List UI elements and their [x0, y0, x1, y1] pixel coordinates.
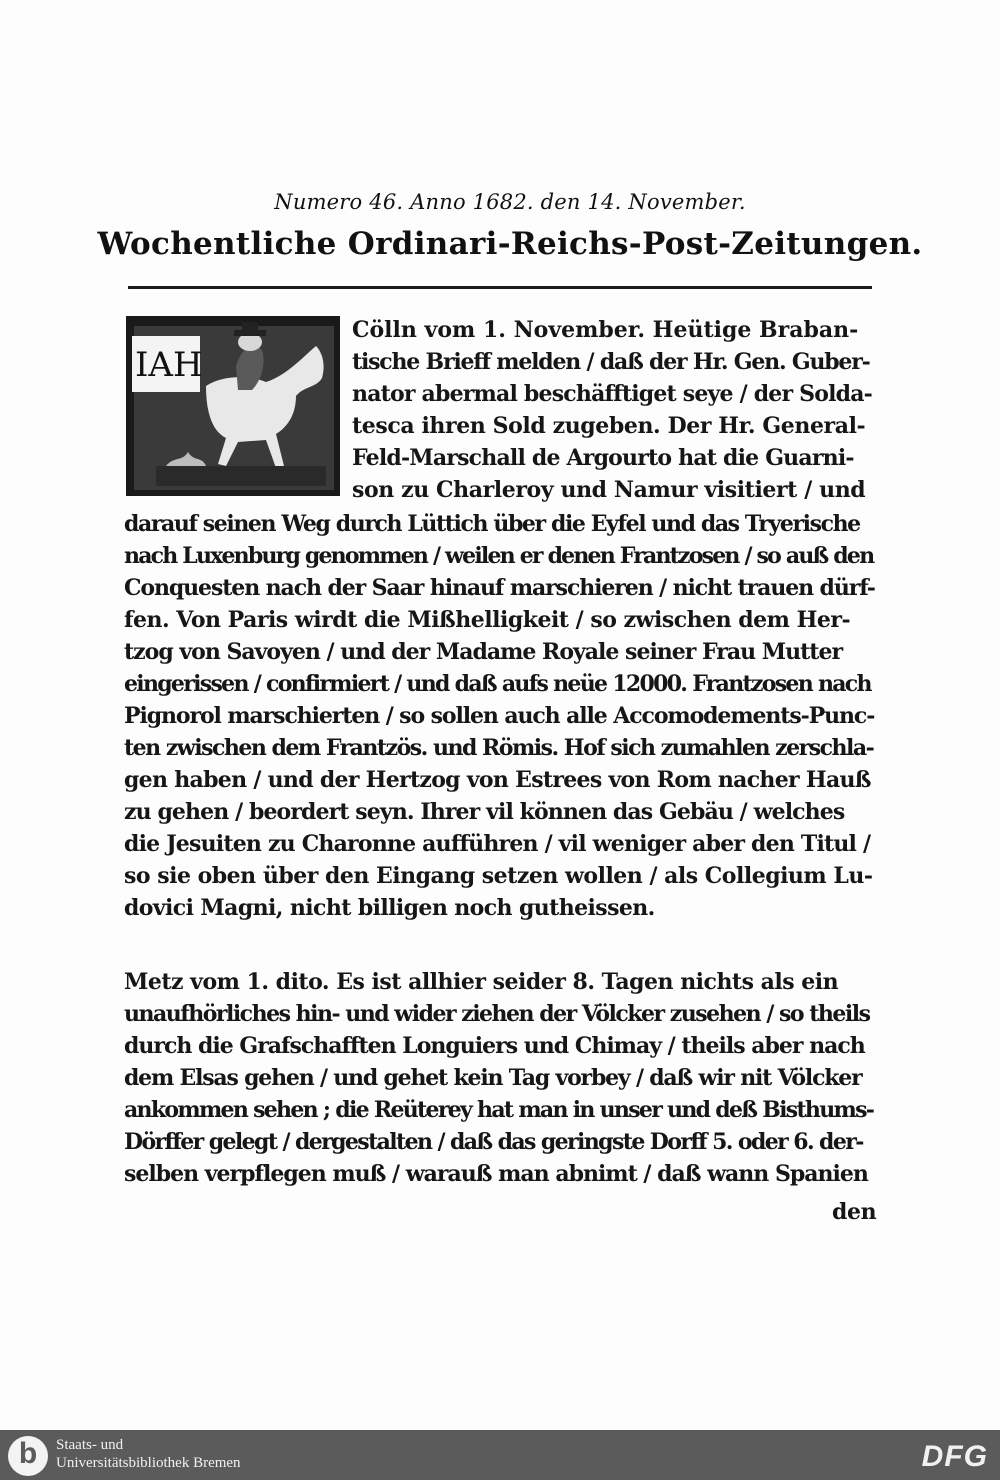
text-line: fen. Von Paris wirdt die Mißhelligkeit / so zwischen dem Her-	[124, 607, 851, 633]
text-line: Metz vom 1. dito. Es ist allhier seider 8. Tagen nichts als ein	[124, 969, 839, 995]
library-name[interactable]	[56, 1436, 241, 1472]
text-line: darauf seinen Weg durch Lüttich über die Eyfel und das Tryerische	[124, 511, 860, 537]
dfg-logo[interactable]: DFG	[921, 1440, 988, 1473]
text-line: so sie oben über den Eingang setzen wollen / als Collegium Lu-	[124, 863, 873, 889]
viewer-footer	[0, 1430, 1000, 1480]
text-line: zu gehen / beordert seyn. Ihrer vil können das Gebäu / welches	[124, 799, 845, 825]
text-line: Dörffer gelegt / dergestalten / daß das geringste Dorff 5. oder 6. der-	[124, 1129, 863, 1155]
woodcut-initials: IAH	[135, 345, 203, 385]
text-line: tzog von Savoyen / und der Madame Royale seiner Frau Mutter	[124, 639, 843, 665]
catchword: den	[832, 1199, 877, 1225]
text-line: ankommen sehen ; die Reüterey hat man in unser und deß Bisthums-	[124, 1097, 874, 1123]
text-line: dovici Magni, nicht billigen noch gutheissen.	[124, 895, 655, 921]
newspaper-title: Wochentliche Ordinari-Reichs-Post-Zeitungen.	[97, 226, 923, 262]
text-line: die Jesuiten zu Charonne aufführen / vil weniger aber den Titul /	[124, 831, 871, 857]
text-line: gen haben / und der Hertzog von Estrees von Rom nacher Hauß	[124, 767, 871, 793]
library-logo[interactable]	[8, 1436, 48, 1476]
text-line: dem Elsas gehen / und gehet kein Tag vorbey / daß wir nit Völcker	[124, 1065, 862, 1091]
text-line: nach Luxenburg genommen / weilen er denen Frantzosen / so auß den	[124, 543, 874, 569]
text-line: ten zwischen dem Frantzös. und Römis. Hof sich zumahlen zerschla-	[124, 735, 874, 761]
text-line: son zu Charleroy und Namur visitiert / und	[352, 477, 866, 503]
woodcut-horseman-illustration	[126, 316, 340, 496]
text-line: tesca ihren Sold zugeben. Der Hr. General-	[352, 413, 866, 439]
text-line: durch die Grafschafften Longuiers und Chimay / theils aber nach	[124, 1033, 865, 1059]
library-name-line1: Staats- und	[56, 1437, 124, 1453]
text-line: Cölln vom 1. November. Heütige Braban-	[352, 317, 859, 343]
text-line: eingerissen / confirmiert / und daß aufs neüe 12000. Frantzosen nach	[124, 671, 871, 697]
issue-line: Numero 46. Anno 1682. den 14. November.	[274, 190, 746, 214]
text-line: unaufhörliches hin- und wider ziehen der Völcker zusehen / so theils	[124, 1001, 870, 1027]
text-line: Feld-Marschall de Argourto hat die Guarni-	[352, 445, 854, 471]
header-rule	[128, 286, 872, 289]
library-name-line2: Universitätsbibliothek Bremen	[56, 1455, 241, 1471]
text-line: Pignorol marschierten / so sollen auch alle Accomodements-Punc-	[124, 703, 875, 729]
text-line: tische Brieff melden / daß der Hr. Gen. Guber-	[352, 349, 870, 375]
library-logo-letter: b	[18, 1437, 38, 1470]
text-line: nator abermal beschäfftiget seye / der Solda-	[352, 381, 873, 407]
text-line: selben verpflegen muß / warauß man abnimt / daß wann Spanien	[124, 1161, 868, 1187]
text-line: Conquesten nach der Saar hinauf marschieren / nicht trauen dürf-	[124, 575, 875, 601]
